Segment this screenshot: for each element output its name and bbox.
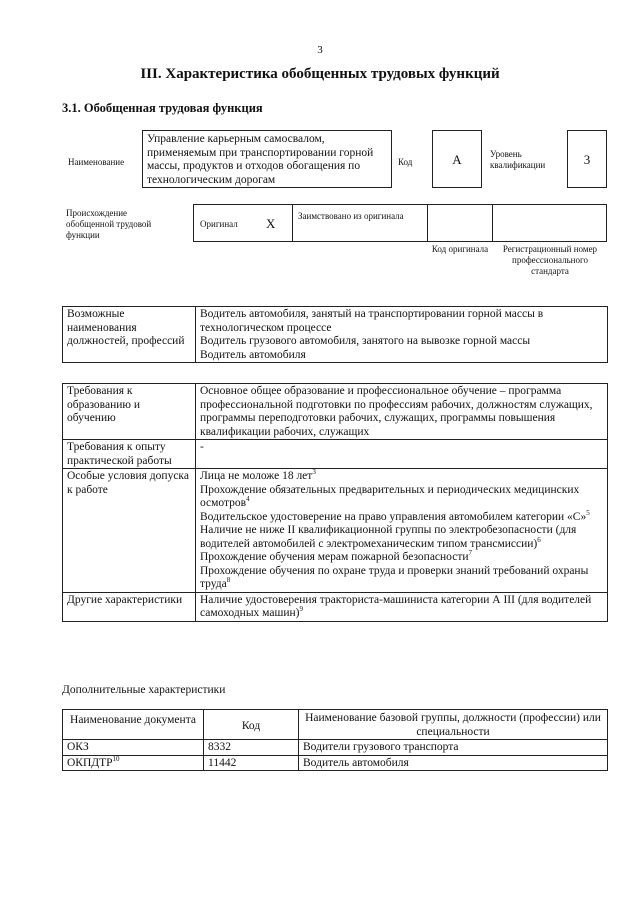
original-cell (193, 204, 293, 242)
page-number: 3 (317, 44, 323, 56)
footnote-ref: 4 (246, 495, 250, 504)
requirements-table (62, 383, 608, 622)
code-cell: 8332 (204, 740, 299, 756)
footnote-ref: 3 (312, 468, 316, 477)
positions-table (62, 306, 608, 363)
condition-item: Прохождение обязательных предварительных и периодических медицинских осмотров$^4$ (200, 483, 580, 509)
table-row (63, 740, 608, 756)
experience-label: Требования к опыту практической работы (63, 440, 196, 469)
footnote-ref: 8 (226, 576, 231, 585)
original-mark: Х (266, 216, 276, 231)
footnote-ref: 5 (586, 508, 590, 517)
name-value: Управление карьерным самосвалом, применяемым при транспортировании горной массы, продуктов и отходов обогащения по технологическим дорогам (142, 130, 392, 188)
other-label: Другие характеристики (63, 592, 196, 621)
footnote-ref: 7 (468, 549, 473, 558)
other-value: Наличие удостоверения тракториста-машиниста категории А III (для водителей самоходных машин)$^9$ (196, 592, 608, 621)
subsection-title: 3.1. Обобщенная трудовая функция (62, 101, 263, 115)
name-cell: Водители грузового транспорта (299, 740, 608, 756)
footnote-ref: 9 (299, 605, 303, 614)
origin-label: Происхождение обобщенной трудовой функции (66, 208, 152, 240)
footnote-ref: 10 (112, 754, 120, 763)
name-label: Наименование (68, 157, 125, 167)
level-label: Уровень квалификации (490, 149, 546, 170)
code-caption: Код оригинала (431, 244, 489, 254)
reg-caption: Регистрационный номер профессионального стандарта (502, 244, 598, 276)
conditions-label: Особые условия допуска к работе (63, 469, 196, 593)
condition-item: Лица не моложе 18 лет$^3$ (200, 468, 316, 482)
doc-cell: ОКЗ (63, 740, 204, 756)
additional-heading: Дополнительные характеристики (62, 684, 226, 696)
condition-item: Наличие не ниже II квалификационной группы по электробезопасности (для водителей автомобилей с электромеханическим типом трансмиссии)$^6$ (200, 524, 577, 550)
additional-table (62, 709, 608, 771)
condition-item: Прохождение обучения мерам пожарной безопасности$^7$ (200, 549, 473, 563)
section-title: III. Характеристика обобщенных трудовых функций (140, 66, 500, 82)
borrowed-label: Заимствовано из оригинала (292, 204, 428, 242)
position-item: Водитель грузового автомобиля, занятого на вывозке горной массы (200, 335, 531, 347)
positions-list (196, 307, 608, 363)
col-name-header: Наименование базовой группы, должности (профессии) или специальности (299, 710, 608, 740)
positions-label: Возможные наименования должностей, профессий (63, 307, 196, 363)
col-code-header: Код (204, 710, 299, 740)
table-row (63, 755, 608, 771)
doc-cell: ОКПДТР$^{10}$ (63, 755, 204, 771)
name-cell: Водитель автомобиля (299, 755, 608, 771)
conditions-list (196, 469, 608, 593)
education-value: Основное общее образование и профессиональное обучение – программа профессиональной подготовки по профессиям рабочих, должностям служащих, программы переподготовки рабочих, служащих, программы повышения квалификации рабочих, служащих (196, 384, 608, 440)
footnote-ref: 6 (537, 535, 541, 544)
position-item: Водитель автомобиля, занятый на транспортировании горной массы в технологическом процессе (200, 308, 544, 334)
education-label: Требования к образованию и обучению (63, 384, 196, 440)
position-item: Водитель автомобиля (200, 348, 306, 361)
condition-item: Прохождение обучения по охране труда и проверки знаний требований охраны труда$^8$ (200, 564, 589, 590)
col-doc-header: Наименование документа (63, 710, 204, 740)
code-value: А (432, 130, 482, 188)
code-label: Код (398, 157, 413, 167)
level-value: 3 (567, 130, 607, 188)
original-code-cell (427, 204, 493, 242)
code-cell: 11442 (204, 755, 299, 771)
experience-value: - (196, 440, 608, 469)
original-label: Оригинал (200, 219, 238, 229)
condition-item: Водительское удостоверение на право управления автомобилем категории «С»$^5$ (200, 508, 590, 523)
reg-number-cell (492, 204, 607, 242)
